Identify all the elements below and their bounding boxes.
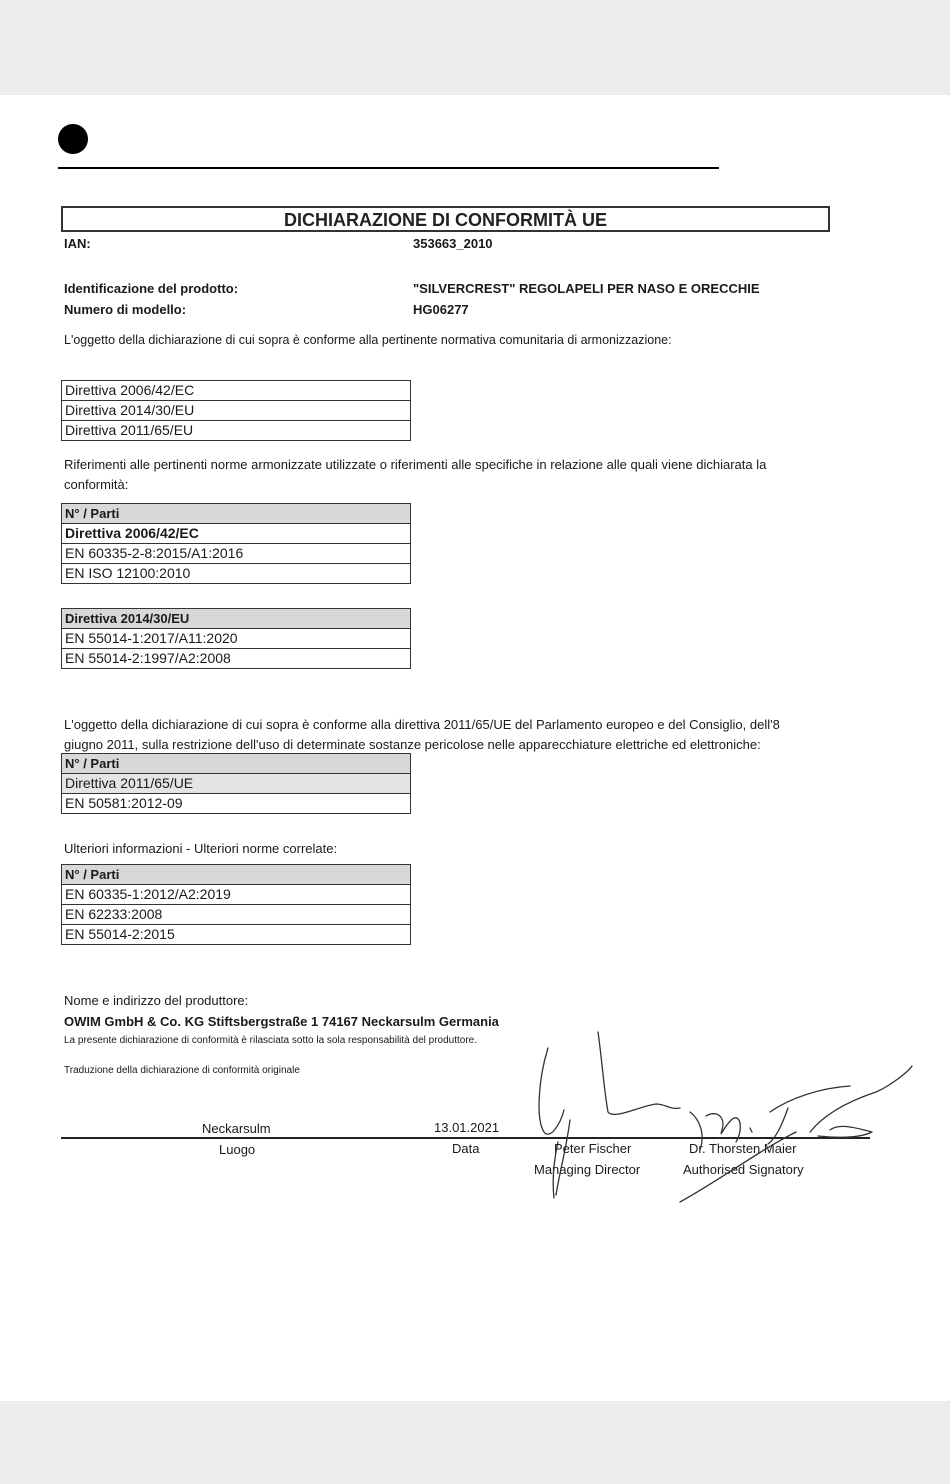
bottom-margin-band [0, 1401, 950, 1484]
table-row [62, 774, 411, 794]
producer-responsibility-note: La presente dichiarazione di conformità è rilasciata sotto la sola responsabilità del produttore. [64, 1035, 478, 1046]
signer2-name: Dr. Thorsten Maier [689, 1141, 797, 1156]
directive-cell: Direttiva 2014/30/EU [62, 401, 411, 421]
rohs-text-line2: giugno 2011, sulla restrizione dell'uso di determinate sostanze pericolose nelle apparecchiature elettriche ed elettroniche: [64, 737, 761, 752]
table-row [62, 925, 411, 945]
table-row [62, 544, 411, 564]
table-header-row [62, 865, 411, 885]
producer-name: OWIM GmbH & Co. KG Stiftsbergstraße 1 74167 Neckarsulm Germania [64, 1014, 499, 1029]
place-label: Luogo [219, 1142, 256, 1157]
standard-cell: EN ISO 12100:2010 [62, 564, 411, 584]
header-rule [58, 167, 719, 169]
table-row [62, 524, 411, 544]
table-header-row [62, 504, 411, 524]
handwritten-signatures [520, 1020, 920, 1220]
place-value: Neckarsulm [202, 1121, 271, 1136]
references-text-line1: Riferimenti alle pertinenti norme armonizzate utilizzate o riferimenti alle specifiche in relazione alle quali viene dichiarata la [64, 457, 767, 472]
date-value: 13.01.2021 [434, 1120, 500, 1135]
rohs-text-line1: L'oggetto della dichiarazione di cui sopra è conforme alla direttiva 2011/65/UE del Parlamento europeo e del Consiglio, dell'8 [64, 717, 780, 732]
table-header-cell: N° / Parti [62, 504, 411, 524]
ian-value: 353663_2010 [413, 236, 493, 251]
table-row [62, 794, 411, 814]
machinery-standards-table [61, 503, 411, 584]
further-standards-table [61, 864, 411, 945]
directive-cell: Direttiva 2011/65/UE [62, 774, 411, 794]
ian-label: IAN: [64, 236, 91, 251]
table-header-cell: N° / Parti [62, 865, 411, 885]
product-id-label: Identificazione del prodotto: [64, 281, 239, 296]
table-row [62, 421, 411, 441]
standard-cell: EN 55014-1:2017/A11:2020 [62, 629, 411, 649]
further-info-text: Ulteriori informazioni - Ulteriori norme correlate: [64, 841, 338, 856]
model-value: HG06277 [413, 302, 469, 317]
page-marker-dot [58, 124, 88, 154]
table-row [62, 629, 411, 649]
product-id-value: "SILVERCREST" REGOLAPELI PER NASO E ORECCHIE [413, 281, 760, 296]
directive-cell: Direttiva 2006/42/EC [62, 524, 411, 544]
table-header-row [62, 754, 411, 774]
translation-note: Traduzione della dichiarazione di conformità originale [64, 1065, 300, 1076]
directive-cell: Direttiva 2011/65/EU [62, 421, 411, 441]
standard-cell: EN 60335-2-8:2015/A1:2016 [62, 544, 411, 564]
emc-standards-table [61, 608, 411, 669]
table-header-cell: N° / Parti [62, 754, 411, 774]
standard-cell: EN 55014-2:2015 [62, 925, 411, 945]
directive-cell: Direttiva 2006/42/EC [62, 381, 411, 401]
date-label: Data [452, 1141, 480, 1156]
table-header-row [62, 609, 411, 629]
model-label: Numero di modello: [64, 302, 187, 317]
standard-cell: EN 55014-2:1997/A2:2008 [62, 649, 411, 669]
standard-cell: EN 60335-1:2012/A2:2019 [62, 885, 411, 905]
standard-cell: EN 62233:2008 [62, 905, 411, 925]
rohs-standards-table [61, 753, 411, 814]
intro-text: L'oggetto della dichiarazione di cui sopra è conforme alla pertinente normativa comunitaria di armonizzazione: [64, 333, 672, 347]
signer1-title: Managing Director [534, 1162, 641, 1177]
document-title: DICHIARAZIONE DI CONFORMITÀ UE [61, 206, 830, 232]
directive-cell: Direttiva 2014/30/EU [62, 609, 411, 629]
signer2-title: Authorised Signatory [683, 1162, 804, 1177]
table-row [62, 885, 411, 905]
directives-table [61, 380, 411, 441]
table-row [62, 905, 411, 925]
references-text-line2: conformità: [64, 477, 129, 492]
signer1-name: Peter Fischer [554, 1141, 632, 1156]
table-row [62, 564, 411, 584]
producer-label: Nome e indirizzo del produttore: [64, 993, 249, 1008]
table-row [62, 381, 411, 401]
table-row [62, 401, 411, 421]
top-margin-band [0, 0, 950, 95]
standard-cell: EN 50581:2012-09 [62, 794, 411, 814]
table-row [62, 649, 411, 669]
